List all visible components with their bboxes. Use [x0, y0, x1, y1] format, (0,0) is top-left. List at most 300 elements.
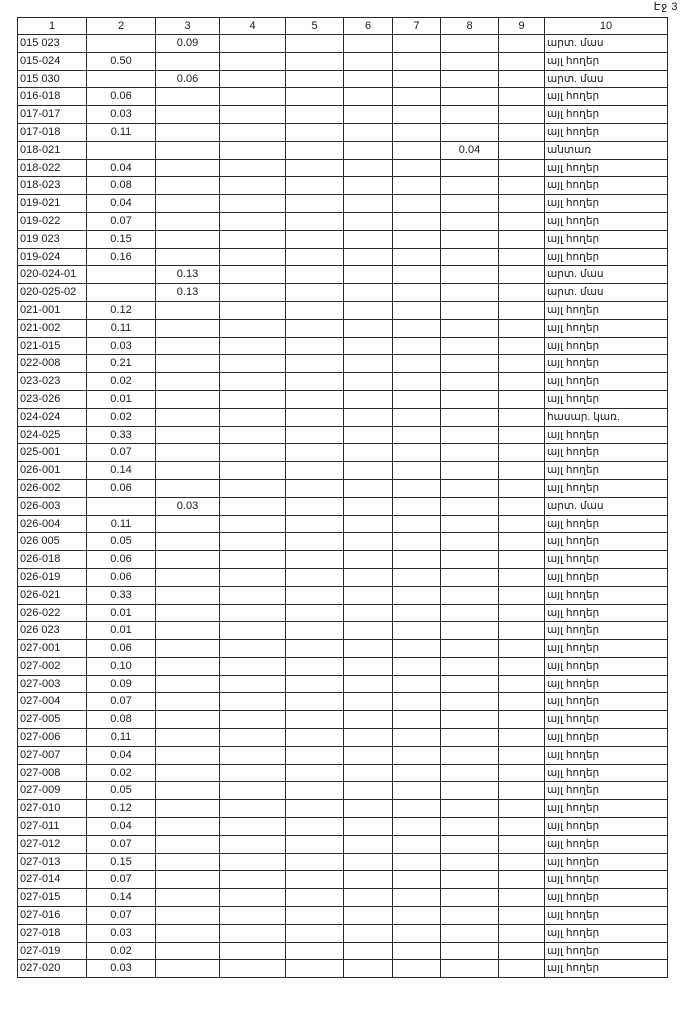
cell-col-6 — [344, 462, 393, 480]
cell-col-5 — [286, 462, 344, 480]
cell-col-4 — [220, 195, 286, 213]
table-row — [18, 301, 668, 319]
cell-col-9 — [499, 818, 545, 836]
cell-col-10: այլ հողեր — [545, 675, 668, 693]
cell-col-2 — [87, 497, 156, 515]
table-row — [18, 444, 668, 462]
cell-col-5 — [286, 319, 344, 337]
cell-col-6 — [344, 764, 393, 782]
cell-col-7 — [393, 693, 441, 711]
table-row — [18, 266, 668, 284]
cell-col-2: 0.05 — [87, 533, 156, 551]
table-row — [18, 426, 668, 444]
cell-col-10: այլ հողեր — [545, 764, 668, 782]
header-col-1: 1 — [18, 18, 87, 35]
cell-col-8 — [441, 212, 499, 230]
cell-col-5 — [286, 408, 344, 426]
cell-col-9 — [499, 924, 545, 942]
table-row — [18, 195, 668, 213]
cell-col-7 — [393, 301, 441, 319]
cell-col-2: 0.15 — [87, 853, 156, 871]
cell-col-3 — [156, 586, 220, 604]
cell-col-5 — [286, 177, 344, 195]
cell-col-6 — [344, 70, 393, 88]
cell-col-9 — [499, 230, 545, 248]
cell-col-5 — [286, 497, 344, 515]
table-row — [18, 123, 668, 141]
cell-col-1: 015 023 — [18, 35, 87, 53]
cell-col-1: 027-020 — [18, 960, 87, 978]
cell-col-10: հասար. կառ. — [545, 408, 668, 426]
cell-col-4 — [220, 711, 286, 729]
cell-col-4 — [220, 853, 286, 871]
cell-col-10: արտ. մաս — [545, 266, 668, 284]
cell-col-9 — [499, 35, 545, 53]
cell-col-2: 0.50 — [87, 52, 156, 70]
cell-col-4 — [220, 568, 286, 586]
cell-col-7 — [393, 284, 441, 302]
cell-col-10: այլ հողեր — [545, 479, 668, 497]
table-row — [18, 818, 668, 836]
header-col-7: 7 — [393, 18, 441, 35]
cell-col-4 — [220, 284, 286, 302]
cell-col-3 — [156, 515, 220, 533]
cell-col-10: այլ հողեր — [545, 444, 668, 462]
cell-col-5 — [286, 337, 344, 355]
cell-col-9 — [499, 373, 545, 391]
cell-col-7 — [393, 942, 441, 960]
table-row — [18, 729, 668, 747]
cell-col-5 — [286, 248, 344, 266]
cell-col-3 — [156, 106, 220, 124]
cell-col-10: այլ հողեր — [545, 960, 668, 978]
cell-col-9 — [499, 106, 545, 124]
cell-col-1: 018-023 — [18, 177, 87, 195]
table-row — [18, 800, 668, 818]
cell-col-3 — [156, 764, 220, 782]
cell-col-7 — [393, 515, 441, 533]
cell-col-5 — [286, 123, 344, 141]
cell-col-3: 0.03 — [156, 497, 220, 515]
cell-col-2: 0.05 — [87, 782, 156, 800]
cell-col-5 — [286, 782, 344, 800]
cell-col-2 — [87, 35, 156, 53]
cell-col-10: այլ հողեր — [545, 604, 668, 622]
cell-col-3: 0.06 — [156, 70, 220, 88]
cell-col-7 — [393, 604, 441, 622]
cell-col-3 — [156, 426, 220, 444]
cell-col-6 — [344, 604, 393, 622]
cell-col-9 — [499, 640, 545, 658]
cell-col-7 — [393, 212, 441, 230]
cell-col-10: այլ հողեր — [545, 301, 668, 319]
table-row — [18, 355, 668, 373]
cell-col-6 — [344, 693, 393, 711]
cell-col-9 — [499, 319, 545, 337]
cell-col-3 — [156, 622, 220, 640]
cell-col-10: այլ հողեր — [545, 355, 668, 373]
cell-col-3 — [156, 551, 220, 569]
cell-col-8 — [441, 960, 499, 978]
cell-col-3 — [156, 711, 220, 729]
cell-col-10: այլ հողեր — [545, 426, 668, 444]
cell-col-7 — [393, 390, 441, 408]
cell-col-6 — [344, 337, 393, 355]
cell-col-10: այլ հողեր — [545, 889, 668, 907]
cell-col-4 — [220, 871, 286, 889]
cell-col-6 — [344, 479, 393, 497]
cell-col-9 — [499, 195, 545, 213]
cell-col-7 — [393, 871, 441, 889]
cell-col-1: 027-001 — [18, 640, 87, 658]
cell-col-2: 0.01 — [87, 390, 156, 408]
cell-col-4 — [220, 729, 286, 747]
table-row — [18, 70, 668, 88]
cell-col-9 — [499, 835, 545, 853]
cell-col-2: 0.06 — [87, 88, 156, 106]
cell-col-8 — [441, 284, 499, 302]
cell-col-10: այլ հողեր — [545, 106, 668, 124]
cell-col-5 — [286, 729, 344, 747]
table-row — [18, 782, 668, 800]
cell-col-1: 027-009 — [18, 782, 87, 800]
cell-col-4 — [220, 212, 286, 230]
cell-col-6 — [344, 586, 393, 604]
cell-col-5 — [286, 301, 344, 319]
header-row — [18, 18, 668, 35]
cell-col-1: 023-026 — [18, 390, 87, 408]
table-row — [18, 640, 668, 658]
cell-col-3: 0.09 — [156, 35, 220, 53]
cell-col-8 — [441, 230, 499, 248]
cell-col-8 — [441, 497, 499, 515]
header-col-9: 9 — [499, 18, 545, 35]
cell-col-8 — [441, 640, 499, 658]
cell-col-5 — [286, 711, 344, 729]
cell-col-9 — [499, 960, 545, 978]
cell-col-1: 027-010 — [18, 800, 87, 818]
cell-col-7 — [393, 622, 441, 640]
cell-col-1: 020-025-02 — [18, 284, 87, 302]
cell-col-9 — [499, 479, 545, 497]
cell-col-7 — [393, 551, 441, 569]
cell-col-2: 0.08 — [87, 177, 156, 195]
cell-col-3 — [156, 355, 220, 373]
cell-col-7 — [393, 319, 441, 337]
cell-col-4 — [220, 408, 286, 426]
table-row — [18, 212, 668, 230]
cell-col-1: 017-018 — [18, 123, 87, 141]
cell-col-7 — [393, 729, 441, 747]
cell-col-9 — [499, 301, 545, 319]
table-row — [18, 871, 668, 889]
cell-col-4 — [220, 835, 286, 853]
cell-col-7 — [393, 533, 441, 551]
cell-col-10: այլ հողեր — [545, 835, 668, 853]
table-row — [18, 35, 668, 53]
cell-col-8 — [441, 657, 499, 675]
cell-col-3 — [156, 746, 220, 764]
cell-col-3 — [156, 835, 220, 853]
cell-col-10: այլ հողեր — [545, 729, 668, 747]
cell-col-7 — [393, 337, 441, 355]
cell-col-3 — [156, 640, 220, 658]
cell-col-6 — [344, 88, 393, 106]
cell-col-4 — [220, 159, 286, 177]
cell-col-7 — [393, 586, 441, 604]
cell-col-4 — [220, 248, 286, 266]
cell-col-9 — [499, 711, 545, 729]
cell-col-3 — [156, 533, 220, 551]
cell-col-6 — [344, 52, 393, 70]
cell-col-5 — [286, 924, 344, 942]
cell-col-7 — [393, 88, 441, 106]
cell-col-9 — [499, 426, 545, 444]
cell-col-9 — [499, 907, 545, 925]
cell-col-2: 0.07 — [87, 444, 156, 462]
cell-col-7 — [393, 907, 441, 925]
cell-col-6 — [344, 853, 393, 871]
header-col-10: 10 — [545, 18, 668, 35]
cell-col-7 — [393, 764, 441, 782]
cell-col-3 — [156, 479, 220, 497]
cell-col-7 — [393, 106, 441, 124]
cell-col-8 — [441, 533, 499, 551]
cell-col-8 — [441, 337, 499, 355]
cell-col-9 — [499, 70, 545, 88]
cell-col-6 — [344, 835, 393, 853]
cell-col-9 — [499, 604, 545, 622]
cell-col-9 — [499, 462, 545, 480]
cell-col-2: 0.03 — [87, 924, 156, 942]
cell-col-8 — [441, 675, 499, 693]
cell-col-1: 016-018 — [18, 88, 87, 106]
table-row — [18, 622, 668, 640]
cell-col-9 — [499, 515, 545, 533]
cell-col-9 — [499, 533, 545, 551]
table-row — [18, 533, 668, 551]
cell-col-4 — [220, 746, 286, 764]
table-row — [18, 479, 668, 497]
table-row — [18, 106, 668, 124]
cell-col-3 — [156, 907, 220, 925]
cell-col-4 — [220, 924, 286, 942]
cell-col-7 — [393, 373, 441, 391]
cell-col-10: այլ հողեր — [545, 800, 668, 818]
cell-col-8 — [441, 889, 499, 907]
cell-col-3 — [156, 195, 220, 213]
cell-col-2: 0.09 — [87, 675, 156, 693]
cell-col-7 — [393, 266, 441, 284]
cell-col-3 — [156, 924, 220, 942]
cell-col-9 — [499, 177, 545, 195]
cell-col-9 — [499, 390, 545, 408]
cell-col-2: 0.07 — [87, 835, 156, 853]
cell-col-5 — [286, 515, 344, 533]
table-row — [18, 568, 668, 586]
table-row — [18, 88, 668, 106]
cell-col-8 — [441, 479, 499, 497]
cell-col-1: 026 005 — [18, 533, 87, 551]
cell-col-1: 026-004 — [18, 515, 87, 533]
cell-col-1: 027-007 — [18, 746, 87, 764]
cell-col-7 — [393, 818, 441, 836]
cell-col-2: 0.08 — [87, 711, 156, 729]
header-col-5: 5 — [286, 18, 344, 35]
cell-col-7 — [393, 835, 441, 853]
cell-col-7 — [393, 444, 441, 462]
cell-col-8 — [441, 551, 499, 569]
cell-col-2: 0.04 — [87, 195, 156, 213]
cell-col-6 — [344, 230, 393, 248]
table-row — [18, 177, 668, 195]
cell-col-9 — [499, 764, 545, 782]
cell-col-7 — [393, 70, 441, 88]
cell-col-3 — [156, 248, 220, 266]
cell-col-1: 026-018 — [18, 551, 87, 569]
cell-col-2: 0.33 — [87, 586, 156, 604]
cell-col-3 — [156, 230, 220, 248]
cell-col-8 — [441, 88, 499, 106]
cell-col-7 — [393, 657, 441, 675]
cell-col-8 — [441, 711, 499, 729]
cell-col-4 — [220, 497, 286, 515]
cell-col-5 — [286, 52, 344, 70]
table-row — [18, 960, 668, 978]
cell-col-2: 0.03 — [87, 106, 156, 124]
cell-col-5 — [286, 853, 344, 871]
cell-col-5 — [286, 818, 344, 836]
cell-col-9 — [499, 52, 545, 70]
cell-col-5 — [286, 355, 344, 373]
cell-col-5 — [286, 640, 344, 658]
cell-col-7 — [393, 195, 441, 213]
cell-col-7 — [393, 746, 441, 764]
cell-col-1: 027-006 — [18, 729, 87, 747]
cell-col-3 — [156, 444, 220, 462]
cell-col-10: այլ հողեր — [545, 159, 668, 177]
cell-col-2: 0.07 — [87, 693, 156, 711]
cell-col-9 — [499, 853, 545, 871]
cell-col-3 — [156, 800, 220, 818]
cell-col-1: 027-018 — [18, 924, 87, 942]
cell-col-9 — [499, 444, 545, 462]
cell-col-1: 027-014 — [18, 871, 87, 889]
cell-col-10: այլ հողեր — [545, 640, 668, 658]
cell-col-6 — [344, 729, 393, 747]
cell-col-1: 027-002 — [18, 657, 87, 675]
table-row — [18, 497, 668, 515]
cell-col-4 — [220, 88, 286, 106]
cell-col-2: 0.07 — [87, 907, 156, 925]
cell-col-2: 0.10 — [87, 657, 156, 675]
cell-col-9 — [499, 746, 545, 764]
cell-col-10: այլ հողեր — [545, 568, 668, 586]
cell-col-2: 0.02 — [87, 942, 156, 960]
cell-col-6 — [344, 551, 393, 569]
cell-col-7 — [393, 123, 441, 141]
cell-col-5 — [286, 479, 344, 497]
cell-col-9 — [499, 622, 545, 640]
cell-col-4 — [220, 764, 286, 782]
cell-col-6 — [344, 871, 393, 889]
cell-col-5 — [286, 657, 344, 675]
cell-col-1: 019-021 — [18, 195, 87, 213]
cell-col-4 — [220, 604, 286, 622]
table-row — [18, 337, 668, 355]
cell-col-10: այլ հողեր — [545, 711, 668, 729]
cell-col-6 — [344, 444, 393, 462]
cell-col-6 — [344, 515, 393, 533]
cell-col-4 — [220, 586, 286, 604]
cell-col-10: այլ հողեր — [545, 319, 668, 337]
cell-col-1: 027-008 — [18, 764, 87, 782]
cell-col-10: այլ հողեր — [545, 248, 668, 266]
cell-col-4 — [220, 479, 286, 497]
cell-col-4 — [220, 551, 286, 569]
cell-col-9 — [499, 675, 545, 693]
cell-col-10: արտ. մաս — [545, 497, 668, 515]
cell-col-1: 020-024-01 — [18, 266, 87, 284]
cell-col-8 — [441, 746, 499, 764]
cell-col-10: այլ հողեր — [545, 88, 668, 106]
cell-col-5 — [286, 106, 344, 124]
cell-col-8 — [441, 408, 499, 426]
cell-col-10: այլ հողեր — [545, 871, 668, 889]
cell-col-3 — [156, 373, 220, 391]
cell-col-10: անտառ — [545, 141, 668, 159]
cell-col-7 — [393, 248, 441, 266]
cell-col-6 — [344, 960, 393, 978]
cell-col-9 — [499, 942, 545, 960]
cell-col-9 — [499, 248, 545, 266]
cell-col-3 — [156, 818, 220, 836]
cell-col-7 — [393, 960, 441, 978]
cell-col-9 — [499, 729, 545, 747]
cell-col-1: 018-022 — [18, 159, 87, 177]
cell-col-9 — [499, 800, 545, 818]
cell-col-3: 0.13 — [156, 284, 220, 302]
cell-col-1: 025-001 — [18, 444, 87, 462]
cell-col-6 — [344, 106, 393, 124]
cell-col-9 — [499, 355, 545, 373]
cell-col-2: 0.12 — [87, 800, 156, 818]
cell-col-3 — [156, 675, 220, 693]
table-row — [18, 657, 668, 675]
cell-col-2: 0.04 — [87, 818, 156, 836]
cell-col-3 — [156, 159, 220, 177]
cell-col-9 — [499, 123, 545, 141]
cell-col-9 — [499, 586, 545, 604]
cell-col-6 — [344, 373, 393, 391]
cell-col-7 — [393, 355, 441, 373]
table-row — [18, 390, 668, 408]
cell-col-7 — [393, 782, 441, 800]
cell-col-5 — [286, 212, 344, 230]
cell-col-4 — [220, 426, 286, 444]
cell-col-6 — [344, 657, 393, 675]
table-row — [18, 853, 668, 871]
cell-col-7 — [393, 853, 441, 871]
cell-col-4 — [220, 889, 286, 907]
cell-col-5 — [286, 586, 344, 604]
table-row — [18, 924, 668, 942]
cell-col-9 — [499, 551, 545, 569]
cell-col-1: 019 023 — [18, 230, 87, 248]
page-number-label: Էջ 3 — [653, 1, 678, 13]
cell-col-8 — [441, 907, 499, 925]
cell-col-5 — [286, 284, 344, 302]
